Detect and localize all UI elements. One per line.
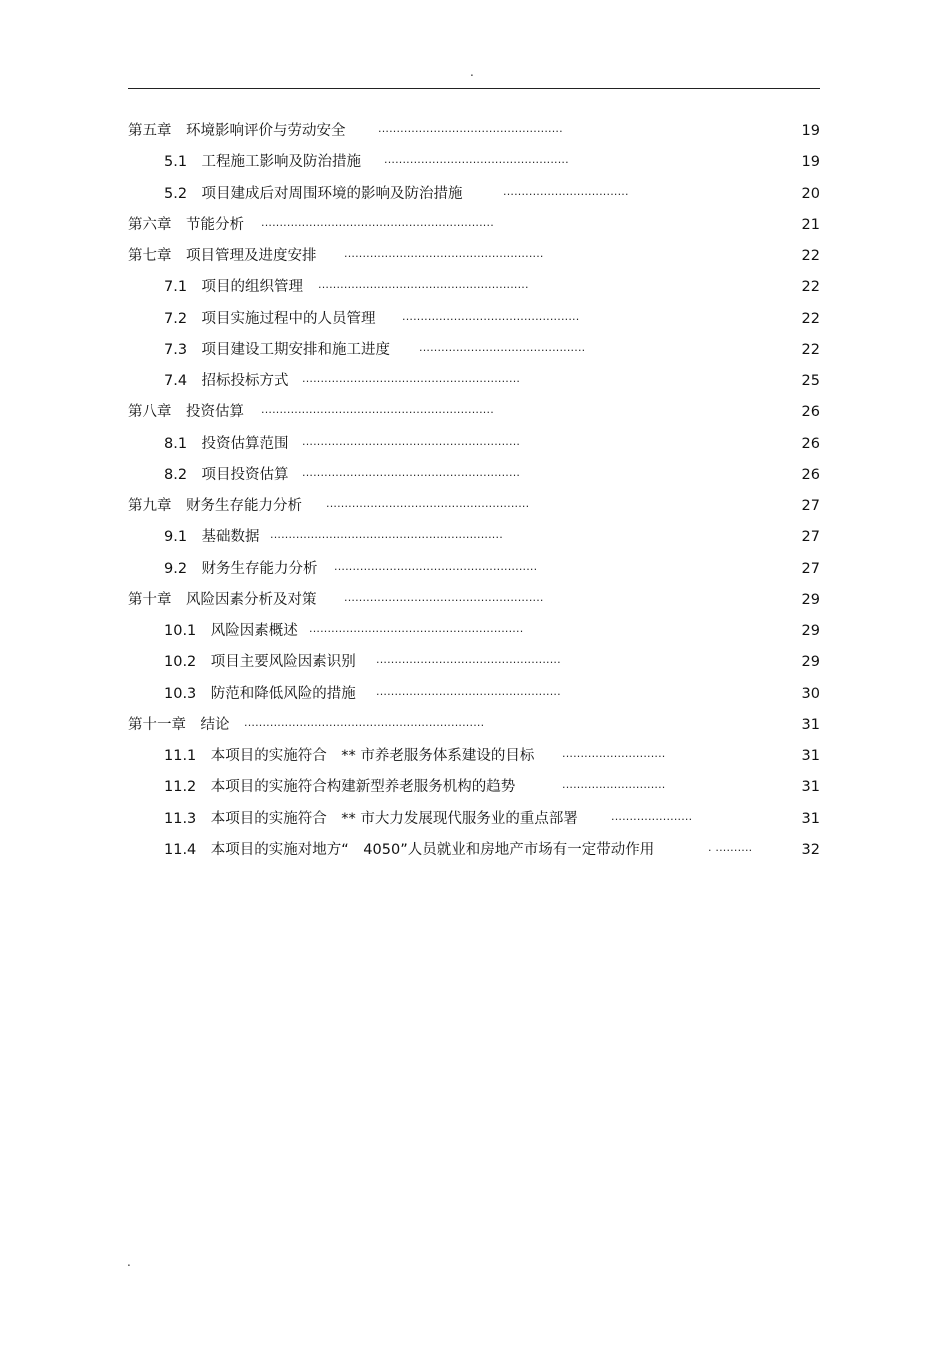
toc-leader-dots: .................................. [503, 185, 629, 198]
toc-entry-label: 11.2 本项目的实施符合构建新型养老服务机构的趋势 [164, 779, 516, 795]
toc-leader-dots: .................................................. [384, 153, 569, 166]
toc-page-number: 19 [801, 154, 820, 170]
toc-leader-dots: ................................................................. [244, 716, 485, 729]
toc-entry-label: 11.3 本项目的实施符合 ** 市大力发展现代服务业的重点部署 [164, 811, 578, 827]
toc-leader-dots: ............................................. [419, 341, 586, 354]
toc-page-number: 22 [801, 279, 820, 295]
toc-leader-dots: ................................................ [402, 310, 580, 323]
toc-page-number: 30 [801, 686, 820, 702]
toc-leader-dots: .................................................. [376, 685, 561, 698]
toc-page-number: 29 [801, 623, 820, 639]
toc-leader-dots: ...................................................... [344, 591, 544, 604]
toc-page-number: 31 [801, 811, 820, 827]
toc-entry-label: 第九章 财务生存能力分析 [128, 498, 302, 514]
toc-entry-label: 7.1 项目的组织管理 [164, 279, 304, 295]
toc-entry-label: 11.1 本项目的实施符合 ** 市养老服务体系建设的目标 [164, 748, 535, 764]
toc-page-number: 20 [801, 186, 820, 202]
toc-leader-dots: ............................................................... [270, 528, 503, 541]
toc-leader-dots: ............................................................... [261, 403, 494, 416]
toc-page-number: 29 [801, 654, 820, 670]
toc-page-number: 21 [801, 217, 820, 233]
toc-leader-dots: . .......... [708, 841, 753, 854]
toc-leader-dots: .................................................. [376, 653, 561, 666]
toc-page-number: 26 [801, 467, 820, 483]
toc-page-number: 31 [801, 717, 820, 733]
toc-entry-label: 5.1 工程施工影响及防治措施 [164, 154, 362, 170]
toc-entry-label: 7.2 项目实施过程中的人员管理 [164, 311, 376, 327]
toc-page-number: 22 [801, 311, 820, 327]
toc-entry-label: 9.1 基础数据 [164, 529, 260, 545]
toc-leader-dots: ........................................................... [302, 466, 521, 479]
toc-entry-label: 10.1 风险因素概述 [164, 623, 298, 639]
toc-entry-label: 8.2 项目投资估算 [164, 467, 289, 483]
toc-entry-label: 5.2 项目建成后对周围环境的影响及防治措施 [164, 186, 463, 202]
header-mark: . [470, 65, 474, 79]
toc-page-number: 22 [801, 342, 820, 358]
toc-page-number: 29 [801, 592, 820, 608]
toc-page-number: 25 [801, 373, 820, 389]
toc-leader-dots: ....................................................... [334, 560, 538, 573]
toc-entry-label: 10.3 防范和降低风险的措施 [164, 686, 356, 702]
toc-entry-label: 8.1 投资估算范围 [164, 436, 289, 452]
toc-entry-label: 10.2 项目主要风险因素识别 [164, 654, 356, 670]
toc-entry-label: 9.2 财务生存能力分析 [164, 561, 318, 577]
toc-entry-label: 第十一章 结论 [128, 717, 230, 733]
toc-leader-dots: .......................................................... [309, 622, 524, 635]
toc-leader-dots: ......................................................... [318, 278, 529, 291]
toc-leader-dots: .................................................. [378, 122, 563, 135]
toc-page-number: 26 [801, 404, 820, 420]
toc-leader-dots: ...................................................... [344, 247, 544, 260]
toc-leader-dots: ............................................................... [261, 216, 494, 229]
toc-entry-label: 第八章 投资估算 [128, 404, 244, 420]
toc-page-number: 19 [801, 123, 820, 139]
toc-page-number: 22 [801, 248, 820, 264]
toc-page-number: 31 [801, 779, 820, 795]
toc-leader-dots: ....................................................... [326, 497, 530, 510]
toc-leader-dots: ........................................................... [302, 435, 521, 448]
toc-entry-label: 11.4 本项目的实施对地方“ 4050”人员就业和房地产市场有一定带动作用 [164, 842, 655, 858]
toc-page-number: 26 [801, 436, 820, 452]
toc-leader-dots: ............................ [562, 778, 666, 791]
toc-page-number: 27 [801, 498, 820, 514]
toc-entry-label: 第六章 节能分析 [128, 217, 244, 233]
toc-leader-dots: ........................................................... [302, 372, 521, 385]
toc-entry-label: 7.3 项目建设工期安排和施工进度 [164, 342, 391, 358]
toc-page-number: 32 [801, 842, 820, 858]
toc-leader-dots: ...................... [611, 810, 693, 823]
toc-page-number: 27 [801, 529, 820, 545]
footer-mark: . [127, 1255, 131, 1269]
toc-leader-dots: ............................ [562, 747, 666, 760]
toc-entry-label: 7.4 招标投标方式 [164, 373, 289, 389]
toc-entry-label: 第七章 项目管理及进度安排 [128, 248, 317, 264]
toc-page-number: 27 [801, 561, 820, 577]
toc-entry-label: 第五章 环境影响评价与劳动安全 [128, 123, 346, 139]
toc-page-number: 31 [801, 748, 820, 764]
toc-entry-label: 第十章 风险因素分析及对策 [128, 592, 317, 608]
